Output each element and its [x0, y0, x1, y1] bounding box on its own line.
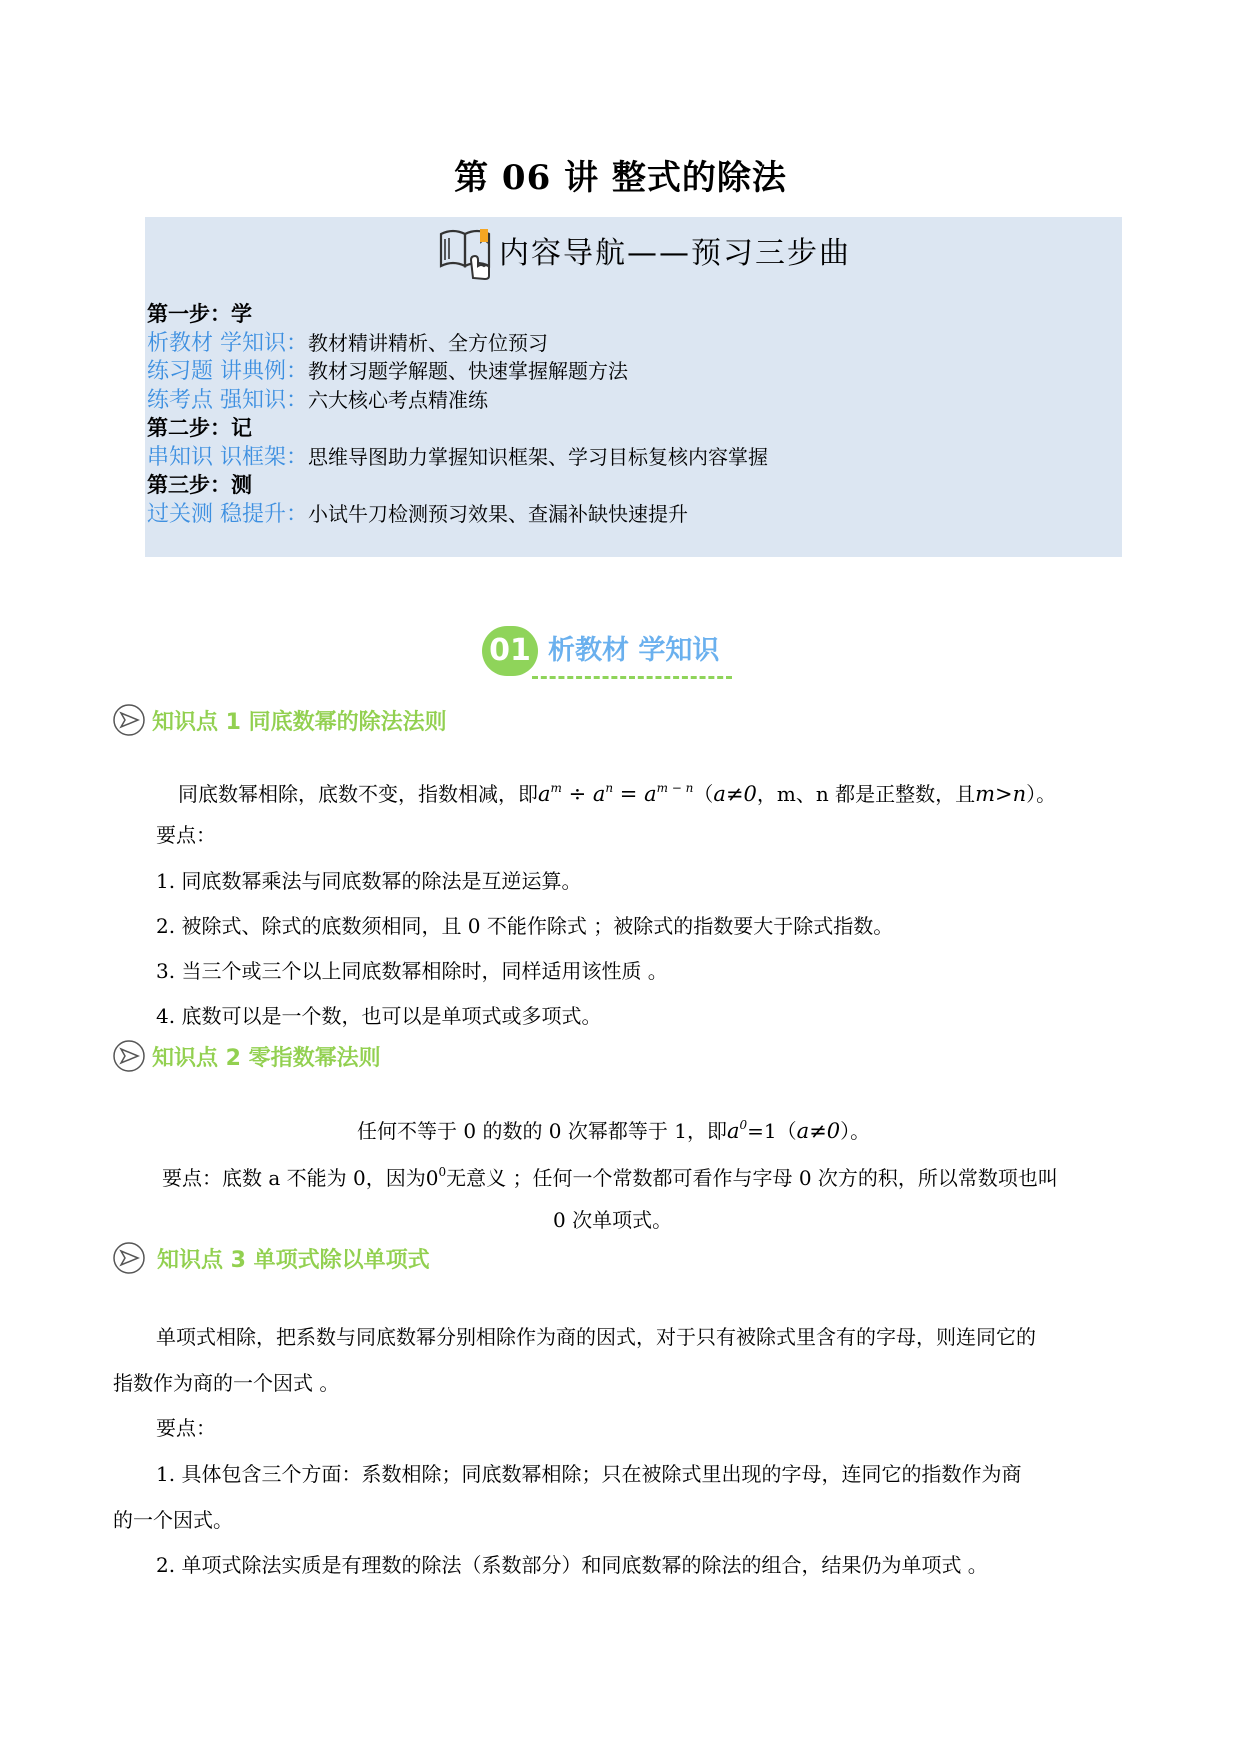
knowledge-point-heading	[111, 1240, 430, 1276]
nav-item	[147, 357, 1107, 386]
nav-item-label: 练考点 强知识：	[147, 387, 308, 413]
nav-item-label: 析教材 学知识：	[147, 330, 308, 356]
nav-item-label: 串知识 识框架：	[147, 444, 308, 470]
formula: $a^m \div a^n = a^{m - n}$	[538, 781, 694, 806]
list-item: 1. 具体包含三个方面：系数相除；同底数幂相除；只在被除式里出现的字母，连同它的指数作为商	[156, 1462, 1022, 1486]
list-item: 2. 被除式、除式的底数须相同，且 0 不能作除式 ；被除式的指数要大于除式指数。	[156, 914, 894, 938]
section-badge	[482, 620, 762, 680]
list-item: 2. 单项式除法实质是有理数的除法（系数部分）和同底数幂的除法的组合，结果仍为单项式 。	[156, 1553, 988, 1577]
rule-text: ，m、n 都是正整数，且	[756, 782, 976, 806]
rule-text: 指数作为商的一个因式 。	[113, 1371, 340, 1395]
nav-item-label: 过关测 稳提升：	[147, 501, 308, 527]
nav-header-text: 内容导航——预习三步曲	[499, 236, 851, 271]
list-item: 4. 底数可以是一个数，也可以是单项式或多项式。	[156, 1004, 602, 1028]
nav-item	[147, 443, 1107, 472]
arrow-circle-icon	[111, 1240, 147, 1276]
rule-paragraph	[357, 1110, 870, 1146]
book-pointer-icon	[435, 220, 497, 280]
step-1-label: 第一步：学	[147, 302, 252, 326]
condition: a≠0	[713, 782, 757, 806]
section-underline	[532, 676, 732, 679]
nav-list	[147, 300, 1107, 528]
section-number: 01	[482, 626, 538, 676]
formula: $a^0$	[726, 1118, 748, 1143]
points-label: 要点：	[156, 823, 216, 847]
rule-text: ）。	[840, 1119, 871, 1143]
nav-item-label: 练习题 讲典例：	[147, 359, 308, 384]
note-text: 0 次单项式。	[553, 1208, 673, 1232]
nav-item-desc: 小试牛刀检测预习效果、查漏补缺快速提升	[308, 501, 688, 526]
nav-item-desc: 教材习题学解题、快速掌握解题方法	[308, 359, 628, 383]
rule-text: 单项式相除，把系数与同底数幂分别相除作为商的因式，对于只有被除式里含有的字母，则连同它的	[156, 1325, 1036, 1349]
points-label: 要点：	[156, 1416, 216, 1440]
section-title: 析教材 学知识	[548, 635, 720, 666]
note-paragraph	[162, 1157, 1058, 1193]
note-text: 无意义 ；任何一个常数都可看作与字母 0 次方的积，所以常数项也叫	[446, 1166, 1058, 1190]
rule-text: ）。	[1026, 782, 1057, 806]
rule-text: 任何不等于 0 的数的 0 次幂都等于 1，即	[357, 1119, 727, 1143]
step-3-label: 第三步：测	[147, 473, 252, 497]
rule-text: =1（	[747, 1119, 797, 1143]
page-title: 第 06 讲 整式的除法	[454, 158, 787, 198]
rule-text: （	[693, 782, 714, 806]
nav-item-desc: 六大核心考点精准练	[308, 387, 488, 412]
knowledge-point-title: 知识点 2 零指数幂法则	[152, 1045, 381, 1071]
condition: a≠0	[796, 1119, 841, 1143]
nav-item	[147, 386, 1107, 415]
nav-item	[147, 329, 1107, 358]
arrow-circle-icon	[111, 702, 147, 738]
step-2-label: 第二步：记	[147, 416, 252, 440]
nav-item-desc: 思维导图助力掌握知识框架、学习目标复核内容掌握	[308, 444, 768, 469]
list-item: 3. 当三个或三个以上同底数幂相除时，同样适用该性质 。	[156, 959, 668, 983]
knowledge-point-heading	[111, 702, 447, 738]
note-text: 要点：底数 a 不能为 0，因为	[162, 1166, 426, 1190]
condition: m>n	[975, 782, 1027, 806]
nav-item	[147, 500, 1107, 529]
list-item: 的一个因式。	[113, 1508, 233, 1532]
knowledge-point-title: 知识点 1 同底数幂的除法法则	[152, 709, 447, 735]
knowledge-point-heading	[111, 1038, 381, 1074]
knowledge-point-title: 知识点 3 单项式除以单项式	[157, 1247, 430, 1273]
arrow-circle-icon	[111, 1038, 147, 1074]
nav-item-desc: 教材精讲精析、全方位预习	[308, 330, 548, 355]
list-item: 1. 同底数幂乘法与同底数幂的除法是互逆运算。	[156, 869, 582, 893]
rule-text: 同底数幂相除，底数不变，指数相减，即	[178, 782, 538, 806]
content-nav-header	[435, 220, 851, 280]
rule-paragraph	[178, 773, 1056, 809]
formula: $0^0$	[425, 1165, 447, 1190]
